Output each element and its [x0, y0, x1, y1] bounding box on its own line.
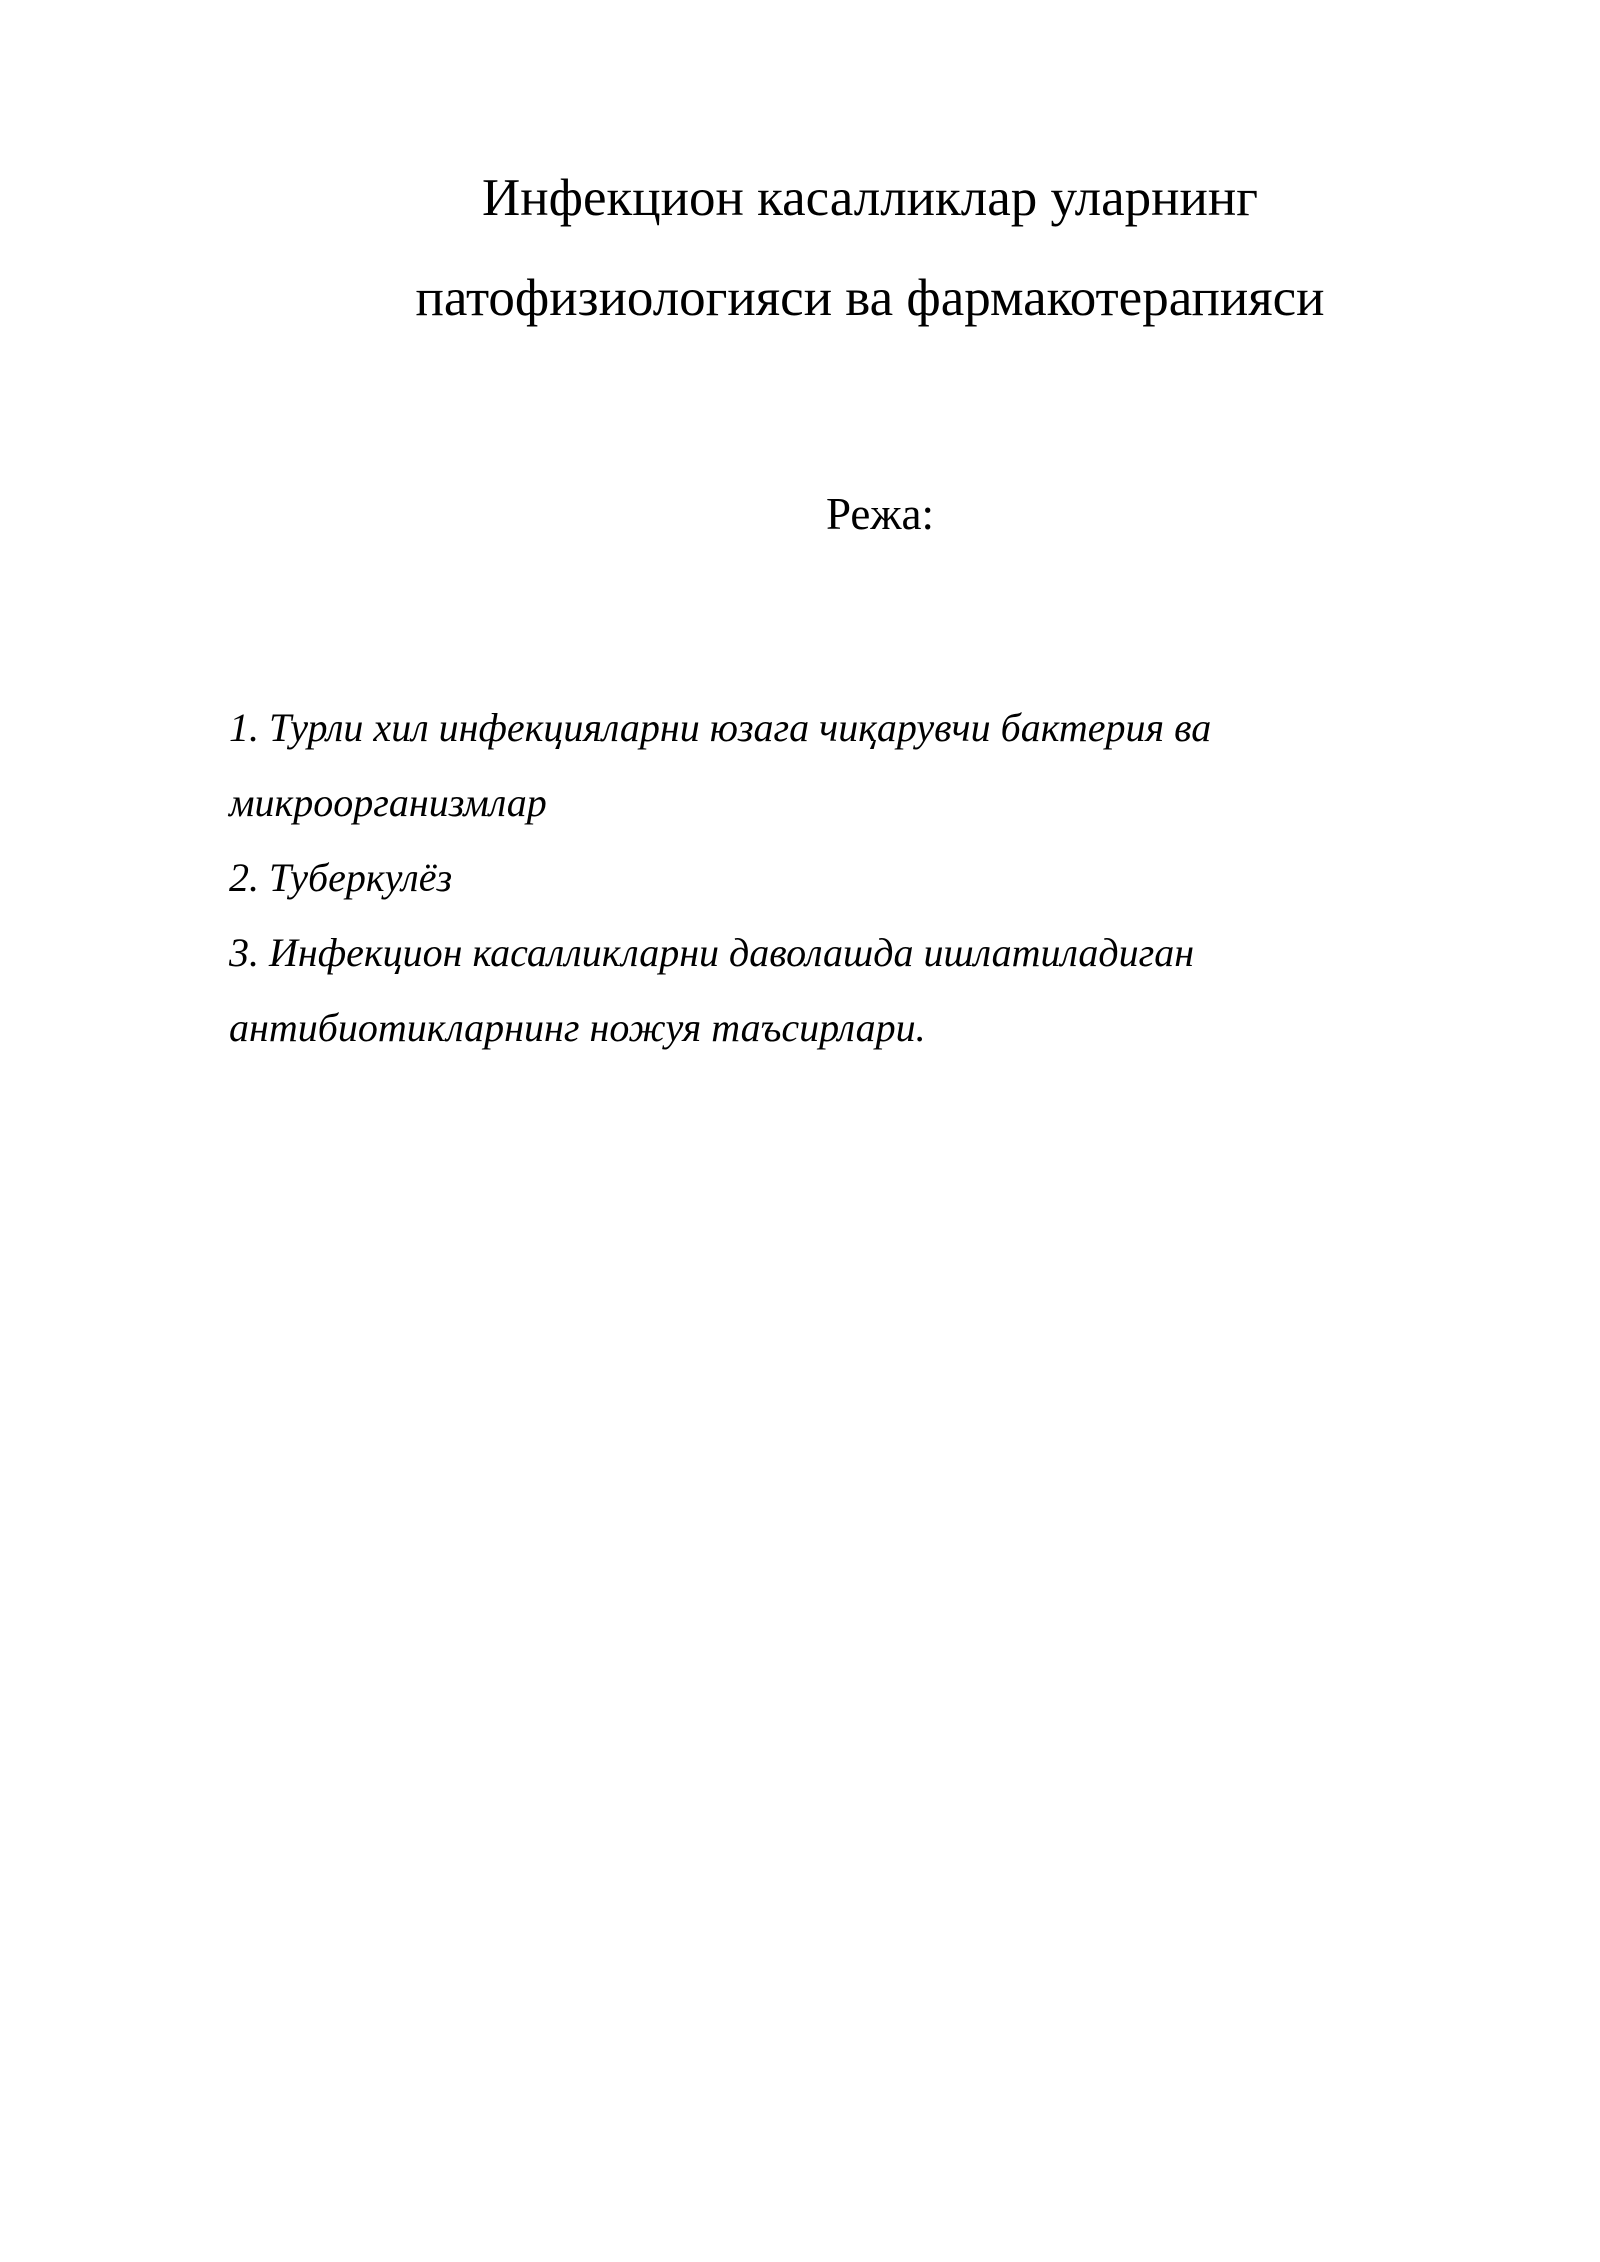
- item-number: 3.: [229, 930, 259, 975]
- document-title: [230, 148, 1510, 348]
- item-text-line: Туберкулёз: [269, 855, 453, 900]
- item-text: [229, 690, 1212, 840]
- plan-list: [229, 690, 1379, 1065]
- title-line-1: Инфекцион касалликлар уларнинг: [482, 169, 1258, 227]
- plan-item-2: [229, 840, 1379, 915]
- item-text-line: Турли хил инфекцияларни юзага чиқарувчи бактерия ва: [269, 705, 1212, 750]
- plan-item-3: [229, 915, 1379, 1065]
- item-text-line: антибиотикларнинг ножуя таъсирлари.: [229, 1005, 926, 1050]
- item-text-line: Инфекцион касалликларни даволашда ишлатиладиган: [269, 930, 1195, 975]
- item-number: 1.: [229, 705, 259, 750]
- item-text-line: микроорганизмлар: [229, 780, 547, 825]
- item-text: [269, 840, 452, 915]
- item-number: 2.: [229, 855, 259, 900]
- plan-heading: Режа:: [826, 489, 934, 539]
- plan-item-1: [229, 690, 1379, 840]
- item-text: [229, 915, 1195, 1065]
- title-line-2: патофизиологияси ва фармакотерапияси: [415, 269, 1325, 327]
